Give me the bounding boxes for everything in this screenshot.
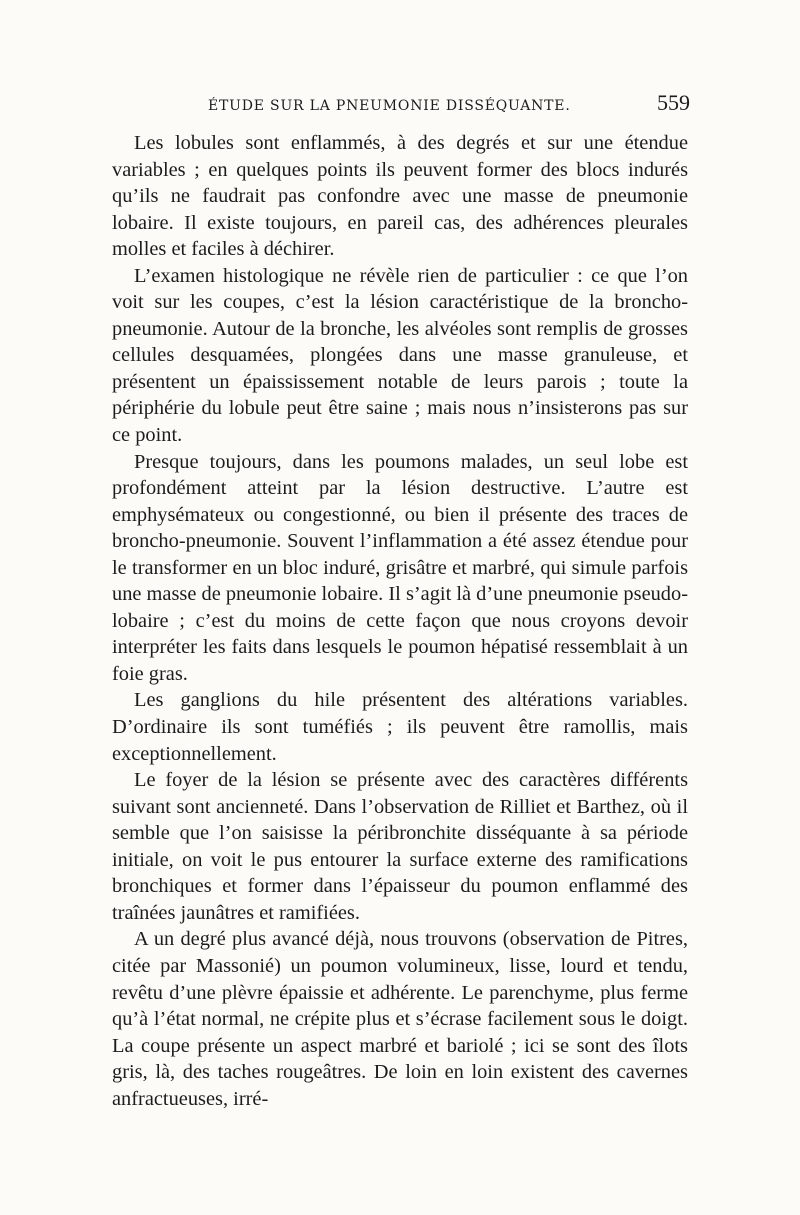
paragraph: Les ganglions du hile présentent des altérations variables. D’ordinaire ils sont tuméfiés ; ils peuvent être ramollis, mais exceptionnellement. — [112, 689, 688, 765]
body-text — [112, 130, 688, 1112]
paragraph: Presque toujours, dans les poumons malades, un seul lobe est profondément atteint par la lésion destructive. L’autre est emphysémateux ou congestionné, ou bien il présente des traces de broncho-pneumonie. Souvent l’inflammation a été assez étendue pour le transformer en un bloc induré, grisâtre et marbré, qui simule parfois une masse de pneumonie lobaire. Il s’agit là d’une pneumonie pseudo-lobaire ; c’est du moins de cette façon que nous croyons devoir interpréter les faits dans lesquels le poumon hépatisé ressemblait à un foie gras. — [112, 450, 688, 685]
paragraph: Les lobules sont enflammés, à des degrés et sur une étendue variables ; en quelques points ils peuvent former des blocs indurés qu’ils ne faudrait pas confondre avec une masse de pneumonie lobaire. Il existe toujours, en pareil cas, des adhérences pleurales molles et faciles à déchirer. — [112, 132, 688, 261]
page-number: 559 — [657, 90, 690, 115]
running-title: ÉTUDE SUR LA PNEUMONIE DISSÉQUANTE. — [208, 98, 571, 114]
page-header — [110, 92, 690, 120]
paragraph: Le foyer de la lésion se présente avec des caractères différents suivant sont ancienneté. Dans l’observation de Rilliet et Barthez, où il semble que l’on saisisse la péribronchite disséquante à sa période initiale, on voit le pus entourer la surface externe des ramifications bronchiques et former dans l’épaisseur du poumon enflammé des traînées jaunâtres et ramifiées. — [112, 769, 688, 924]
paragraph: L’examen histologique ne révèle rien de particulier : ce que l’on voit sur les coupes, c’est la lésion caractéristique de la broncho-pneumonie. Autour de la bronche, les alvéoles sont remplis de grosses cellules desquamées, plongées dans une masse granuleuse, et présentent un épaississement notable de leurs parois ; toute la périphérie du lobule peut être saine ; mais nous n’insisterons pas sur ce point. — [112, 264, 688, 447]
paragraph: A un degré plus avancé déjà, nous trouvons (observation de Pitres, citée par Massonié) un poumon volumineux, lisse, lourd et tendu, revêtu d’une plèvre épaissie et adhérente. Le parenchyme, plus ferme qu’à l’état normal, ne crépite plus et s’écrase facilement sous le doigt. La coupe présente un aspect marbré et bariolé ; ici se sont des îlots gris, là, des taches rougeâtres. De loin en loin existent des cavernes anfractueuses, irré- — [112, 928, 688, 1110]
